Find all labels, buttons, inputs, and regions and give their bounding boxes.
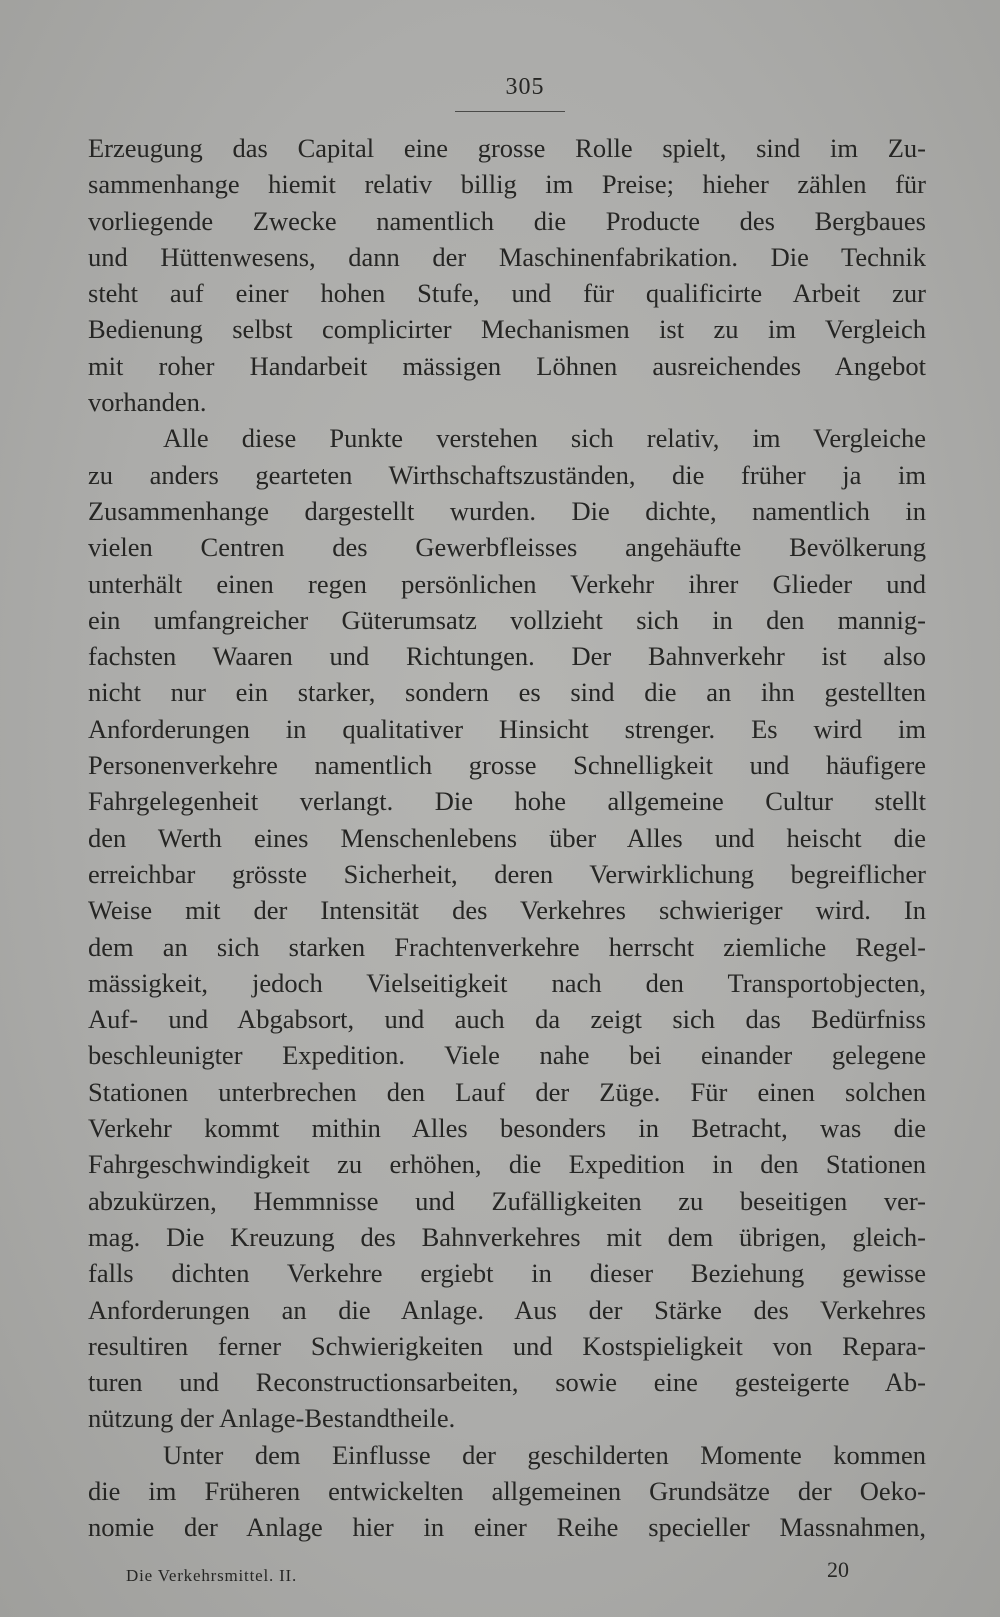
- text-line: mässigkeit, jedoch Vielseitigkeit nach den Transportobjecten,: [88, 967, 926, 998]
- text-line: den Werth eines Menschenlebens über Alles und heischt die: [88, 822, 926, 853]
- text-line: nützung der Anlage-Bestandtheile.: [88, 1403, 456, 1434]
- page-number: 305: [505, 74, 545, 100]
- text-line: die im Früheren entwickelten allgemeinen Grundsätze der Oeko-: [88, 1475, 926, 1506]
- text-line: abzukürzen, Hemmnisse und Zufälligkeiten zu beseitigen ver-: [88, 1185, 926, 1216]
- text-line: Weise mit der Intensität des Verkehres schwieriger wird. In: [88, 895, 926, 926]
- text-line: sammenhange hiemit relativ billig im Preise; hieher zählen für: [88, 169, 926, 200]
- text-line: Anforderungen in qualitativer Hinsicht strenger. Es wird im: [88, 713, 926, 744]
- text-line: mag. Die Kreuzung des Bahnverkehres mit dem übrigen, gleich-: [88, 1221, 926, 1252]
- body-text: [88, 130, 926, 1546]
- text-line: Verkehr kommt mithin Alles besonders in Betracht, was die: [88, 1113, 926, 1144]
- text-line: zu anders gearteten Wirthschaftszuständen, die früher ja im: [88, 459, 926, 490]
- text-line: falls dichten Verkehre ergiebt in dieser Beziehung gewisse: [88, 1258, 926, 1289]
- text-line: mit roher Handarbeit mässigen Löhnen ausreichendes Angebot: [88, 350, 926, 381]
- text-line: Alle diese Punkte verstehen sich relativ, im Vergleiche: [163, 423, 926, 454]
- text-line: vorliegende Zwecke namentlich die Producte des Bergbaues: [88, 205, 926, 236]
- text-line: nomie der Anlage hier in einer Reihe specieller Massnahmen,: [88, 1512, 926, 1543]
- text-line: steht auf einer hohen Stufe, und für qualificirte Arbeit zur: [88, 278, 926, 309]
- text-line: Anforderungen an die Anlage. Aus der Stärke des Verkehres: [88, 1294, 926, 1325]
- text-line: fachsten Waaren und Richtungen. Der Bahnverkehr ist also: [88, 641, 926, 672]
- footer-book-title: Die Verkehrsmittel. II.: [126, 1566, 298, 1585]
- text-line: Unter dem Einflusse der geschilderten Momente kommen: [163, 1439, 926, 1470]
- text-line: dem an sich starken Frachtenverkehre herrscht ziemliche Regel-: [88, 931, 926, 962]
- text-line: unterhält einen regen persönlichen Verkehr ihrer Glieder und: [88, 568, 926, 599]
- text-line: Personenverkehre namentlich grosse Schnelligkeit und häufigere: [88, 750, 926, 781]
- text-line: beschleunigter Expedition. Viele nahe bei einander gelegene: [88, 1040, 926, 1071]
- text-line: Bedienung selbst complicirter Mechanismen ist zu im Vergleich: [88, 314, 926, 345]
- text-line: nicht nur ein starker, sondern es sind die an ihn gestellten: [88, 677, 926, 708]
- text-line: resultiren ferner Schwierigkeiten und Kostspieligkeit von Repara-: [88, 1330, 926, 1361]
- text-line: Zusammenhange dargestellt wurden. Die dichte, namentlich in: [88, 495, 926, 526]
- text-line: ein umfangreicher Güterumsatz vollzieht sich in den mannig-: [88, 604, 926, 635]
- text-line: vorhanden.: [88, 387, 207, 418]
- header-rule: [455, 111, 565, 112]
- text-line: turen und Reconstructionsarbeiten, sowie eine gesteigerte Ab-: [88, 1367, 926, 1398]
- text-line: Auf- und Abgabsort, und auch da zeigt sich das Bedürfniss: [88, 1004, 926, 1035]
- text-line: und Hüttenwesens, dann der Maschinenfabrikation. Die Technik: [88, 241, 926, 272]
- text-line: Erzeugung das Capital eine grosse Rolle spielt, sind im Zu-: [88, 133, 926, 163]
- text-line: Fahrgelegenheit verlangt. Die hohe allgemeine Cultur stellt: [88, 786, 926, 817]
- footer-signature-mark: 20: [827, 1557, 849, 1582]
- text-line: vielen Centren des Gewerbfleisses angehäufte Bevölkerung: [88, 532, 926, 563]
- text-line: Fahrgeschwindigkeit zu erhöhen, die Expedition in den Stationen: [88, 1149, 926, 1180]
- text-line: Stationen unterbrechen den Lauf der Züge. Für einen solchen: [88, 1076, 926, 1107]
- text-line: erreichbar grösste Sicherheit, deren Verwirklichung begreiflicher: [88, 858, 926, 889]
